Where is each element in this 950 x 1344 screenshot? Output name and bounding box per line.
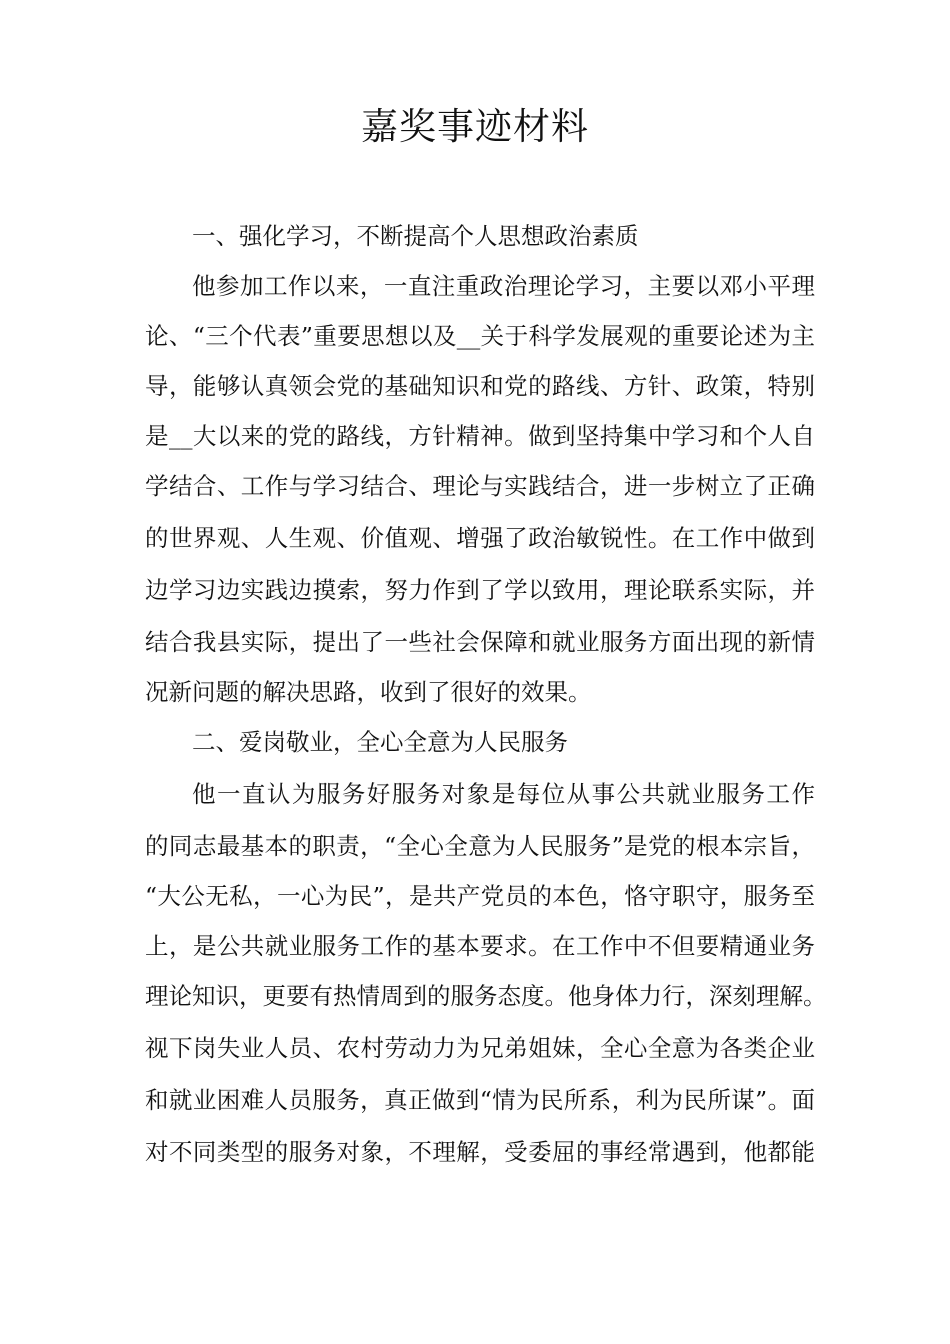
section-heading-1: 一、强化学习，不断提高个人思想政治素质 <box>192 222 639 250</box>
paragraph-line: 导，能够认真领会党的基础知识和党的路线、方针、政策，特别 <box>145 372 815 400</box>
paragraph-line: 上，是公共就业服务工作的基本要求。在工作中不但要精通业务 <box>145 932 815 960</box>
section-heading-2: 二、爱岗敬业，全心全意为人民服务 <box>192 728 568 756</box>
paragraph-line: 边学习边实践边摸索，努力作到了学以致用，理论联系实际，并 <box>145 576 815 604</box>
paragraph-line: “大公无私，一心为民”，是共产党员的本色，恪守职守，服务至 <box>145 882 815 910</box>
paragraph-line: 况新问题的解决思路，收到了很好的效果。 <box>145 678 592 706</box>
paragraph-line: 论、“三个代表”重要思想以及__关于科学发展观的重要论述为主 <box>145 322 815 350</box>
paragraph-line: 的世界观、人生观、价值观、增强了政治敏锐性。在工作中做到 <box>145 524 815 552</box>
paragraph-line: 结合我县实际，提出了一些社会保障和就业服务方面出现的新情 <box>145 628 815 656</box>
paragraph-line: 的同志最基本的职责，“全心全意为人民服务”是党的根本宗旨， <box>145 832 815 860</box>
paragraph-line: 他参加工作以来，一直注重政治理论学习，主要以邓小平理 <box>192 272 815 300</box>
paragraph-line: 是__大以来的党的路线，方针精神。做到坚持集中学习和个人自 <box>145 422 815 450</box>
paragraph-line: 和就业困难人员服务，真正做到“情为民所系，利为民所谋”。面 <box>145 1086 815 1114</box>
paragraph-line: 理论知识，更要有热情周到的服务态度。他身体力行，深刻理解。 <box>145 982 827 1010</box>
paragraph-line: 学结合、工作与学习结合、理论与实践结合，进一步树立了正确 <box>145 472 815 500</box>
paragraph-line: 对不同类型的服务对象，不理解，受委屈的事经常遇到，他都能 <box>145 1138 815 1166</box>
paragraph-line: 他一直认为服务好服务对象是每位从事公共就业服务工作 <box>192 780 815 808</box>
paragraph-line: 视下岗失业人员、农村劳动力为兄弟姐妹，全心全意为各类企业 <box>145 1034 815 1062</box>
document-title: 嘉奖事迹材料 <box>361 105 589 148</box>
